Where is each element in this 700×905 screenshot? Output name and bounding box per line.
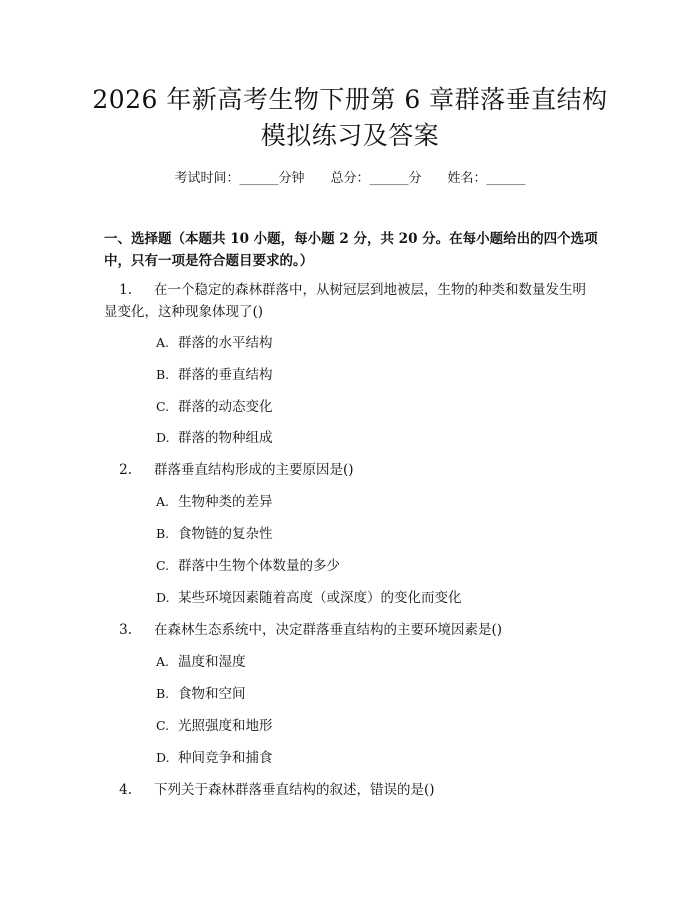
exam-meta xyxy=(0,170,700,188)
option-2b xyxy=(156,524,273,544)
page-title-line1: 2026 年新高考生物下册第 6 章群落垂直结构 xyxy=(92,85,608,114)
question-3 xyxy=(104,619,604,641)
question-2 xyxy=(104,459,604,481)
question-stem-line2: 显变化，这种现象体现了() xyxy=(104,304,264,320)
option-letter: C. xyxy=(156,558,170,573)
option-text: 群落的垂直结构 xyxy=(178,367,273,383)
option-text: 光照强度和地形 xyxy=(178,718,273,734)
question-number: 3. xyxy=(119,622,132,638)
option-1a xyxy=(156,333,273,353)
option-1d xyxy=(156,428,273,448)
question-stem-line1: 群落垂直结构形成的主要原因是() xyxy=(154,462,354,478)
option-text: 某些环境因素随着高度（或深度）的变化而变化 xyxy=(178,590,462,606)
option-letter: D. xyxy=(156,430,170,445)
question-4 xyxy=(104,779,604,801)
option-letter: B. xyxy=(156,526,170,541)
option-letter: B. xyxy=(156,686,170,701)
option-1b xyxy=(156,365,273,385)
total-score-label: 总分：______分 xyxy=(330,171,422,186)
option-text: 生物种类的差异 xyxy=(178,494,273,510)
option-2a xyxy=(156,492,273,512)
question-number: 2. xyxy=(119,462,132,478)
option-letter: A. xyxy=(156,654,170,669)
option-3a xyxy=(156,652,246,672)
option-1c xyxy=(156,397,273,417)
option-letter: B. xyxy=(156,367,170,382)
option-text: 食物链的复杂性 xyxy=(178,526,273,542)
page-title-line2: 模拟练习及答案 xyxy=(260,121,440,150)
option-letter: A. xyxy=(156,335,170,350)
option-3b xyxy=(156,684,246,704)
section-heading: 一、选择题（本题共 10 小题，每小题 2 分，共 20 分。在每小题给出的四个选项中，只有一项是符合题目要求的。） xyxy=(104,231,598,269)
option-2c xyxy=(156,556,340,576)
question-stem-line1: 下列关于森林群落垂直结构的叙述，错误的是() xyxy=(154,782,435,798)
question-number: 1. xyxy=(119,282,132,298)
option-letter: C. xyxy=(156,399,170,414)
option-text: 群落的物种组成 xyxy=(178,430,273,446)
option-letter: C. xyxy=(156,718,170,733)
question-1 xyxy=(104,279,604,323)
question-stem-line1: 在一个稳定的森林群落中，从树冠层到地被层，生物的种类和数量发生明 xyxy=(154,282,586,298)
option-text: 群落的动态变化 xyxy=(178,399,273,415)
option-letter: A. xyxy=(156,494,170,509)
option-text: 群落的水平结构 xyxy=(178,335,273,351)
option-2d xyxy=(156,588,462,608)
exam-time-label: 考试时间：______分钟 xyxy=(174,171,305,186)
option-text: 群落中生物个体数量的多少 xyxy=(178,558,340,574)
option-3c xyxy=(156,716,273,736)
option-letter: D. xyxy=(156,590,170,605)
option-text: 温度和湿度 xyxy=(178,654,246,670)
option-text: 食物和空间 xyxy=(178,686,246,702)
option-3d xyxy=(156,748,273,768)
option-letter: D. xyxy=(156,750,170,765)
student-name-label: 姓名：______ xyxy=(447,171,526,186)
question-stem-line1: 在森林生态系统中，决定群落垂直结构的主要环境因素是() xyxy=(154,622,503,638)
question-number: 4. xyxy=(119,782,132,798)
option-text: 种间竞争和捕食 xyxy=(178,750,273,766)
